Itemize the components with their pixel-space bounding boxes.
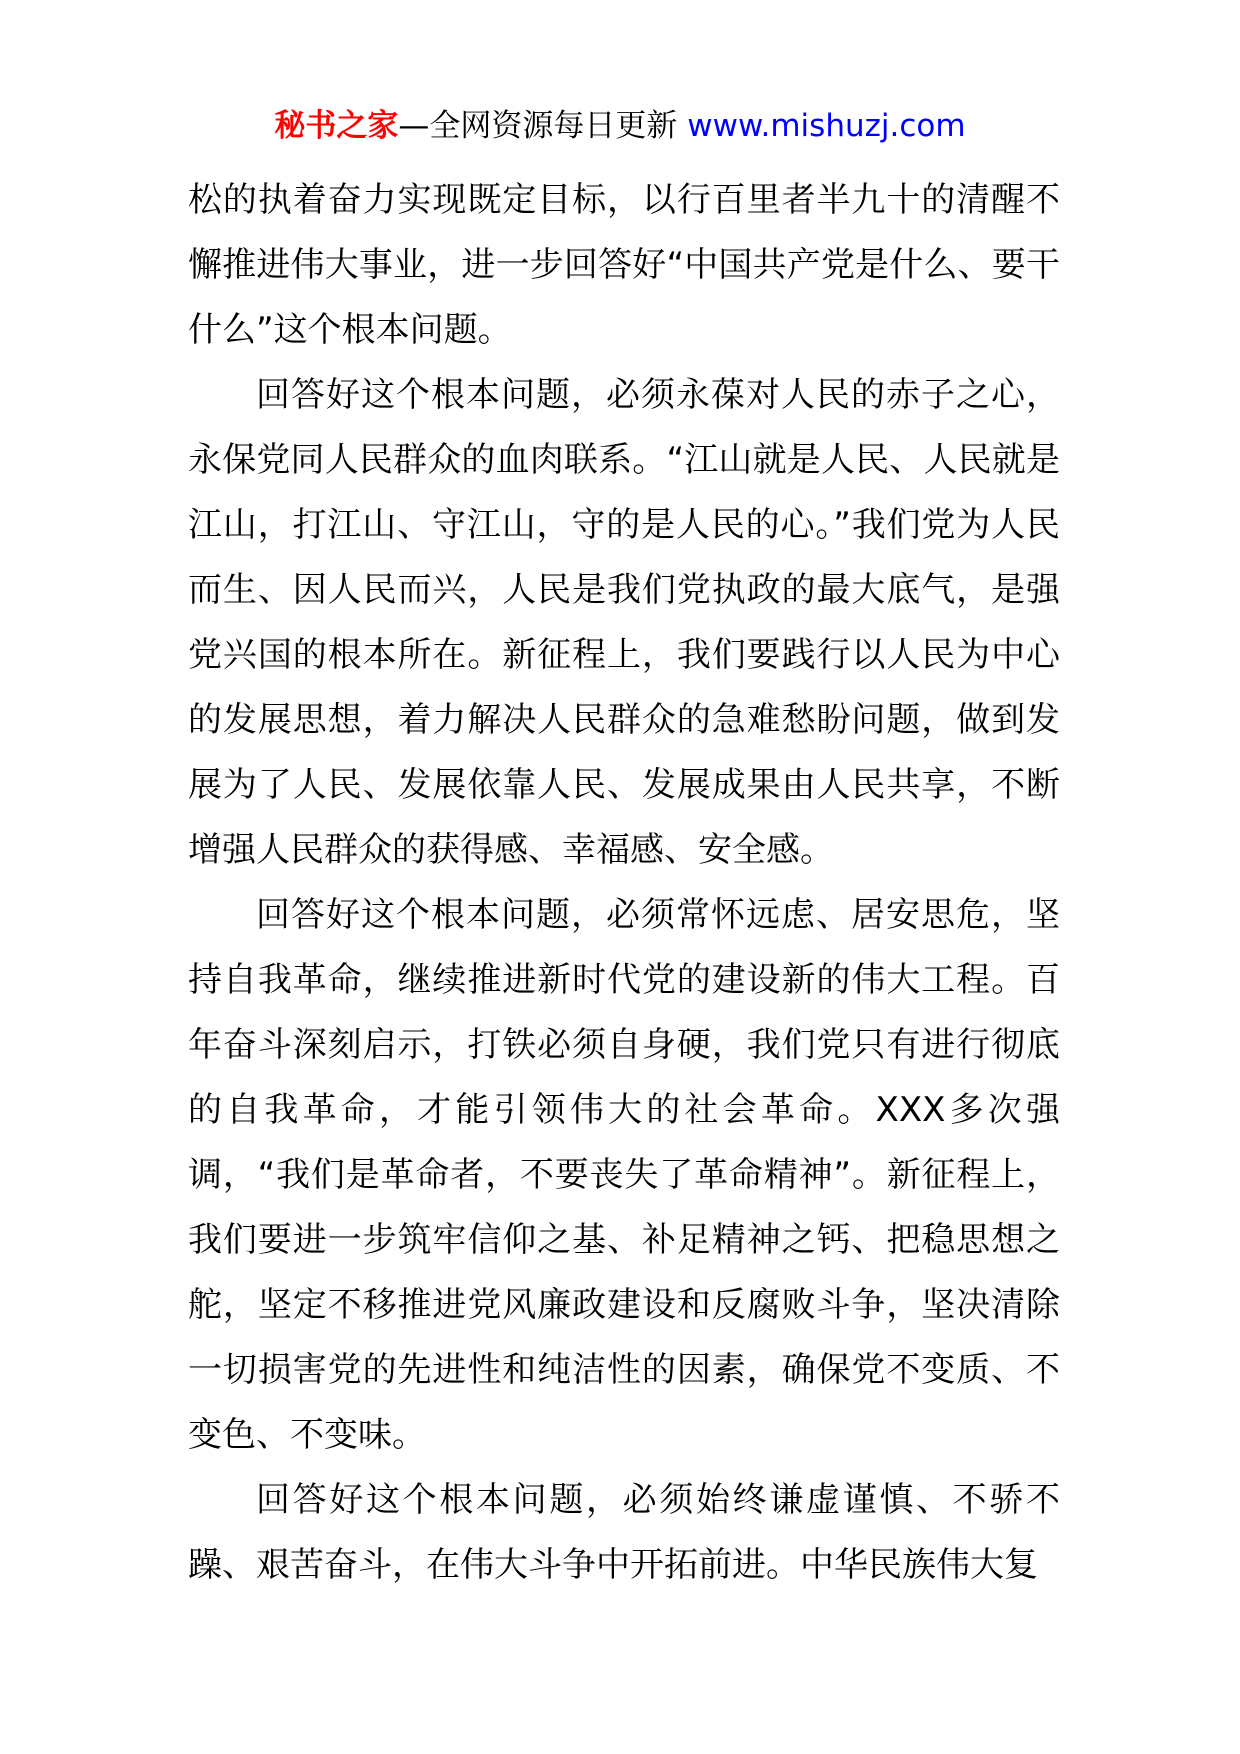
paragraph-self-revolution: 回答好这个根本问题，必须常怀远虑、居安思危，坚持自我革命，继续推进新时代党的建设新的伟大工程。百年奋斗深刻启示，打铁必须自身硬，我们党只有进行彻底的自我革命，才能引领伟大的社会革命。XXX多次强调，“我们是革命者，不要丧失了革命精神”。新征程上，我们要进一步筑牢信仰之基、补足精神之钙、把稳思想之舵，坚定不移推进党风廉政建设和反腐败斗争，坚决清除一切损害党的先进性和纯洁性的因素，确保党不变质、不变色、不变味。 [188,895,1060,1455]
site-url-link[interactable]: www.mishuzj.com [687,108,966,144]
paragraph-people: 回答好这个根本问题，必须永葆对人民的赤子之心，永保党同人民群众的血肉联系。“江山就是人民、人民就是江山，打江山、守江山，守的是人民的心。”我们党为人民而生、因人民而兴，人民是我们党执政的最大底气，是强党兴国的根本所在。新征程上，我们要践行以人民为中心的发展思想，着力解决人民群众的急难愁盼问题，做到发展为了人民、发展依靠人民、发展成果由人民共享，不断增强人民群众的获得感、幸福感、安全感。 [188,375,1060,870]
brand-name: 秘书之家 [274,108,399,144]
paragraph-continuation: 松的执着奋力实现既定目标，以行百里者半九十的清醒不懈推进伟大事业，进一步回答好“中国共产党是什么、要干什么”这个根本问题。 [188,180,1060,350]
header-tagline: —全网资源每日更新 [398,108,688,144]
document-body [188,168,1060,1598]
page-header [0,104,1240,148]
paragraph-struggle: 回答好这个根本问题，必须始终谦虚谨慎、不骄不躁、艰苦奋斗，在伟大斗争中开拓前进。中华民族伟大复 [188,1480,1060,1585]
